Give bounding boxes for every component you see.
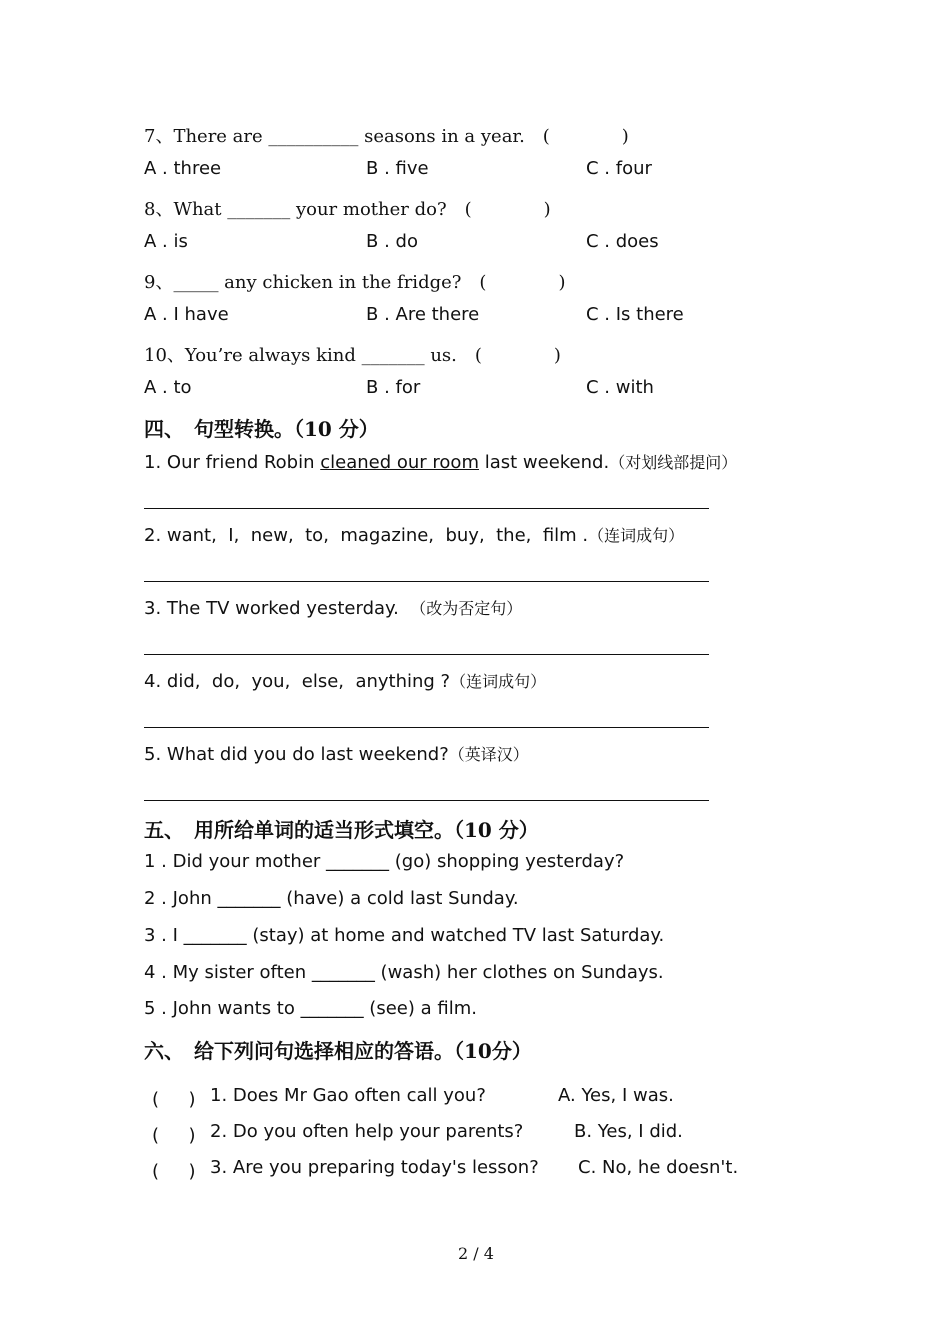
fill-item-3: 3 . I _______ (stay) at home and watched TV last Saturday. <box>144 925 665 946</box>
answer-line-1[interactable] <box>144 508 709 509</box>
fill-item-1: 1 . Did your mother _______ (go) shopping yesterday? <box>144 851 625 872</box>
page-number: 2 / 4 <box>458 1244 494 1263</box>
match-paren-2[interactable]: ( ) <box>152 1125 196 1146</box>
fill-item-4: 4 . My sister often _______ (wash) her clothes on Sundays. <box>144 962 664 983</box>
section-5-title: 五、 用所给单词的适当形式填空。（10 分） <box>144 818 539 842</box>
fill-item-2: 2 . John _______ (have) a cold last Sunday. <box>144 888 519 909</box>
transform-item-5-note: （英译汉） <box>448 745 529 764</box>
match-question-2: 2. Do you often help your parents? <box>210 1121 524 1142</box>
transform-item-1-pre: 1. Our friend Robin <box>144 452 321 473</box>
question-7-option-a: A . three <box>144 158 222 179</box>
transform-item-3 <box>144 596 522 619</box>
fill-item-5: 5 . John wants to _______ (see) a film. <box>144 998 477 1019</box>
transform-item-4-note: （连词成句） <box>450 672 547 691</box>
question-8: 8、What _______ your mother do? ( ) <box>144 199 551 220</box>
question-10-option-a: A . to <box>144 377 192 398</box>
transform-item-1 <box>144 450 737 473</box>
question-7-option-c: C . four <box>586 158 652 179</box>
question-8-option-a: A . is <box>144 231 188 252</box>
question-7: 7、There are __________ seasons in a year. ( ) <box>144 126 629 147</box>
answer-line-3[interactable] <box>144 654 709 655</box>
transform-item-4-pre: 4. did, do, you, else, anything ? <box>144 671 451 692</box>
transform-item-1-note: （对划线部提问） <box>609 453 738 472</box>
answer-line-2[interactable] <box>144 581 709 582</box>
question-9-option-b: B . Are there <box>366 304 480 325</box>
transform-item-2-note: （连词成句） <box>588 526 685 545</box>
match-question-1: 1. Does Mr Gao often call you? <box>210 1085 486 1106</box>
question-7-option-b: B . five <box>366 158 429 179</box>
question-10-option-b: B . for <box>366 377 421 398</box>
match-question-3: 3. Are you preparing today's lesson? <box>210 1157 539 1178</box>
transform-item-5-pre: 5. What did you do last weekend? <box>144 744 449 765</box>
question-10: 10、You’re always kind _______ us. ( ) <box>144 345 561 366</box>
match-paren-1[interactable]: ( ) <box>152 1089 196 1110</box>
transform-item-2-pre: 2. want, I, new, to, magazine, buy, the, film . <box>144 525 589 546</box>
section-4-title: 四、 句型转换。（10 分） <box>144 417 379 441</box>
question-10-option-c: C . with <box>586 377 654 398</box>
transform-item-1-post: last weekend. <box>478 452 610 473</box>
match-paren-3[interactable]: ( ) <box>152 1161 196 1182</box>
question-9: 9、_____ any chicken in the fridge? ( ) <box>144 272 566 293</box>
answer-line-5[interactable] <box>144 800 709 801</box>
transform-item-5 <box>144 742 529 765</box>
match-answer-c: C. No, he doesn't. <box>578 1157 739 1178</box>
match-answer-b: B. Yes, I did. <box>574 1121 683 1142</box>
question-9-option-c: C . Is there <box>586 304 684 325</box>
question-8-option-b: B . do <box>366 231 418 252</box>
question-9-option-a: A . I have <box>144 304 229 325</box>
transform-item-3-pre: 3. The TV worked yesterday. <box>144 598 411 619</box>
answer-line-4[interactable] <box>144 727 709 728</box>
transform-item-3-note: （改为否定句） <box>410 599 523 618</box>
transform-item-4 <box>144 669 546 692</box>
match-answer-a: A. Yes, I was. <box>558 1085 674 1106</box>
question-8-option-c: C . does <box>586 231 659 252</box>
section-6-title: 六、 给下列问句选择相应的答语。（10分） <box>144 1039 532 1063</box>
transform-item-1-underlined: cleaned our room <box>320 452 479 473</box>
transform-item-2 <box>144 523 684 546</box>
